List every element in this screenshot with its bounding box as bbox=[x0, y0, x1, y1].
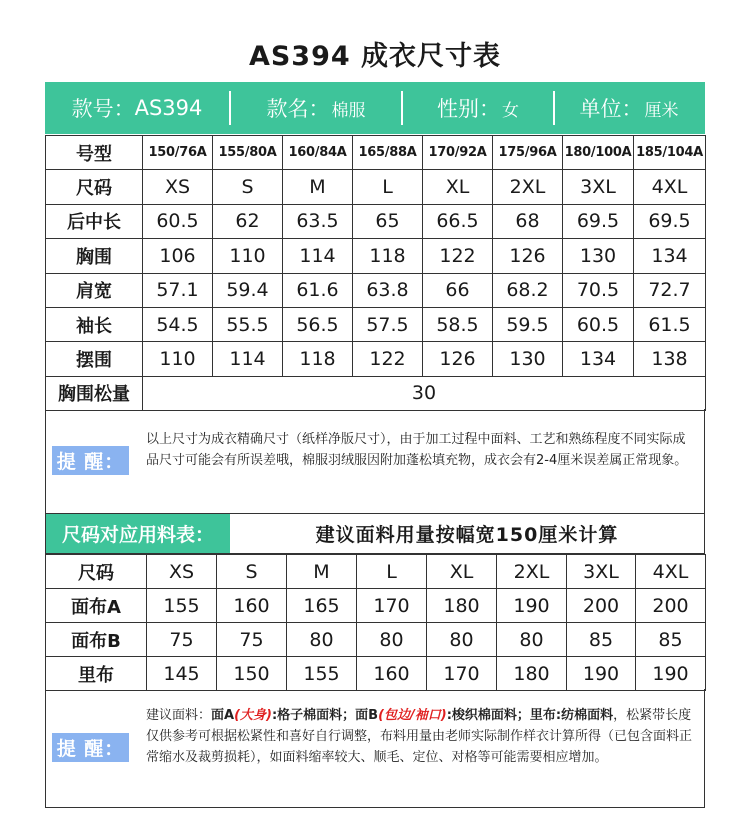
table-cell: 68.2 bbox=[493, 273, 563, 307]
table-row bbox=[46, 170, 706, 204]
unit-value: 厘米 bbox=[644, 100, 679, 121]
table-cell: 126 bbox=[493, 239, 563, 273]
fabric-notice-box bbox=[45, 689, 705, 808]
table-cell: 59.4 bbox=[213, 273, 283, 307]
table-cell: 80 bbox=[287, 623, 357, 657]
table-cell: 57.5 bbox=[353, 307, 423, 341]
table-cell: 150 bbox=[217, 657, 287, 691]
style-name bbox=[231, 82, 401, 134]
fabric-notice-part: :格子棉面料；面B bbox=[271, 708, 379, 723]
row-label: 袖长 bbox=[46, 307, 143, 341]
fabric-notice-part: 建议面料： bbox=[146, 708, 212, 723]
table-cell: M bbox=[283, 170, 353, 204]
table-cell: 2XL bbox=[497, 555, 567, 589]
table-cell: S bbox=[217, 555, 287, 589]
row-label: 摆围 bbox=[46, 342, 143, 376]
table-cell: 56.5 bbox=[283, 307, 353, 341]
table-cell: 54.5 bbox=[143, 307, 213, 341]
table-cell: 170 bbox=[427, 657, 497, 691]
table-row bbox=[46, 204, 706, 238]
table-cell: 190 bbox=[567, 657, 636, 691]
table-cell: 57.1 bbox=[143, 273, 213, 307]
notice-box bbox=[45, 409, 705, 514]
table-cell: 165/88A bbox=[353, 136, 423, 170]
table-cell: 60.5 bbox=[143, 204, 213, 238]
table-cell: 62 bbox=[213, 204, 283, 238]
table-cell: 126 bbox=[423, 342, 493, 376]
table-row bbox=[46, 239, 706, 273]
row-label: 尺码 bbox=[46, 555, 147, 589]
fabric-notice-part: 面A bbox=[211, 708, 235, 723]
row-label: 面布B bbox=[46, 623, 147, 657]
gender-label: 性别： bbox=[437, 97, 500, 121]
table-cell: 122 bbox=[353, 342, 423, 376]
fabric-notice-emphasis: (大身) bbox=[234, 708, 272, 723]
table-cell: 150/76A bbox=[143, 136, 213, 170]
table-cell: 130 bbox=[563, 239, 634, 273]
table-cell: 80 bbox=[497, 623, 567, 657]
style-no-value: AS394 bbox=[134, 96, 203, 120]
row-label: 尺码 bbox=[46, 170, 143, 204]
gender-value: 女 bbox=[502, 100, 519, 121]
table-cell: 155/80A bbox=[213, 136, 283, 170]
table-cell: 68 bbox=[493, 204, 563, 238]
table-cell: 4XL bbox=[634, 170, 706, 204]
fabric-section-heading: 建议面料用量按幅宽150厘米计算 bbox=[315, 524, 619, 546]
style-no bbox=[45, 82, 229, 134]
table-cell: 63.8 bbox=[353, 273, 423, 307]
table-cell: 61.5 bbox=[634, 307, 706, 341]
table-cell: 155 bbox=[147, 589, 217, 623]
ease-label: 胸围松量 bbox=[46, 376, 143, 410]
table-cell: 114 bbox=[283, 239, 353, 273]
style-name-value: 棉服 bbox=[331, 100, 366, 121]
row-label: 面布A bbox=[46, 589, 147, 623]
row-label: 后中长 bbox=[46, 204, 143, 238]
table-cell: 134 bbox=[563, 342, 634, 376]
table-cell: 170/92A bbox=[423, 136, 493, 170]
table-cell: L bbox=[357, 555, 427, 589]
table-cell: XS bbox=[147, 555, 217, 589]
table-cell: 160/84A bbox=[283, 136, 353, 170]
gender bbox=[403, 82, 553, 134]
table-row bbox=[46, 136, 706, 170]
table-cell: 63.5 bbox=[283, 204, 353, 238]
table-row bbox=[46, 555, 706, 589]
notice-badge: 提 醒： bbox=[52, 446, 129, 475]
table-row bbox=[46, 657, 706, 691]
fabric-notice-badge: 提 醒： bbox=[52, 733, 129, 762]
table-cell: 60.5 bbox=[563, 307, 634, 341]
table-cell: M bbox=[287, 555, 357, 589]
table-row bbox=[46, 342, 706, 376]
table-cell: 165 bbox=[287, 589, 357, 623]
row-label: 号型 bbox=[46, 136, 143, 170]
table-cell: 70.5 bbox=[563, 273, 634, 307]
table-cell: 200 bbox=[567, 589, 636, 623]
table-cell: 185/104A bbox=[634, 136, 706, 170]
table-cell: 122 bbox=[423, 239, 493, 273]
table-cell: 85 bbox=[567, 623, 636, 657]
fabric-notice-part: ，松紧带长度仅供参考可根据松紧性和喜好自行调整，布料用量由老师实际制作样衣计算所得（已包含面料正常缩水及裁剪损耗），如面料缩率较大、顺毛、定位、对格等可能需要相应增加。 bbox=[146, 708, 693, 765]
row-label: 里布 bbox=[46, 657, 147, 691]
table-cell: 145 bbox=[147, 657, 217, 691]
table-cell: XS bbox=[143, 170, 213, 204]
fabric-notice-text bbox=[146, 705, 696, 768]
table-cell: 118 bbox=[283, 342, 353, 376]
table-cell: 72.7 bbox=[634, 273, 706, 307]
table-cell: 160 bbox=[357, 657, 427, 691]
table-cell: 66.5 bbox=[423, 204, 493, 238]
table-cell: 134 bbox=[634, 239, 706, 273]
table-cell: 106 bbox=[143, 239, 213, 273]
table-cell: 170 bbox=[357, 589, 427, 623]
table-cell: 69.5 bbox=[563, 204, 634, 238]
fabric-notice-part: :梭织棉面料；里布:纺棉面料 bbox=[446, 708, 614, 723]
table-cell: 58.5 bbox=[423, 307, 493, 341]
fabric-section-tag: 尺码对应用料表： bbox=[46, 514, 230, 553]
table-cell: 66 bbox=[423, 273, 493, 307]
table-cell: 61.6 bbox=[283, 273, 353, 307]
fabric-notice-emphasis: (包边/袖口) bbox=[378, 708, 447, 723]
table-cell: 130 bbox=[493, 342, 563, 376]
row-label: 胸围 bbox=[46, 239, 143, 273]
table-cell: 75 bbox=[217, 623, 287, 657]
table-cell: 200 bbox=[636, 589, 706, 623]
table-cell: 160 bbox=[217, 589, 287, 623]
style-no-label: 款号： bbox=[71, 97, 135, 121]
table-row bbox=[46, 273, 706, 307]
table-cell: 155 bbox=[287, 657, 357, 691]
page-title: AS394 成衣尺寸表 bbox=[248, 41, 502, 72]
row-label: 肩宽 bbox=[46, 273, 143, 307]
table-cell: 180 bbox=[497, 657, 567, 691]
notice-text: 以上尺寸为成衣精确尺寸（纸样净版尺寸），由于加工过程中面料、工艺和熟练程度不同实际成品尺寸可能会有所误差哦，棉服羽绒服因附加蓬松填充物，成衣会有2-4厘米误差属正常现象。 bbox=[146, 432, 688, 468]
table-cell: 65 bbox=[353, 204, 423, 238]
table-cell: 114 bbox=[213, 342, 283, 376]
table-cell: S bbox=[213, 170, 283, 204]
style-name-label: 款名： bbox=[266, 97, 330, 121]
table-cell: 138 bbox=[634, 342, 706, 376]
table-cell: 118 bbox=[353, 239, 423, 273]
table-cell: 69.5 bbox=[634, 204, 706, 238]
table-cell: 80 bbox=[427, 623, 497, 657]
table-cell: 180/100A bbox=[563, 136, 634, 170]
table-cell: 85 bbox=[636, 623, 706, 657]
table-row bbox=[46, 623, 706, 657]
table-cell: 180 bbox=[427, 589, 497, 623]
table-cell: 190 bbox=[497, 589, 567, 623]
unit bbox=[555, 82, 703, 134]
table-cell: L bbox=[353, 170, 423, 204]
table-cell: 75 bbox=[147, 623, 217, 657]
table-row bbox=[46, 589, 706, 623]
table-cell: 110 bbox=[213, 239, 283, 273]
table-cell: 190 bbox=[636, 657, 706, 691]
fabric-table bbox=[45, 554, 706, 691]
table-row bbox=[46, 307, 706, 341]
table-cell: 2XL bbox=[493, 170, 563, 204]
table-cell: 80 bbox=[357, 623, 427, 657]
table-cell: 3XL bbox=[567, 555, 636, 589]
ease-value: 30 bbox=[143, 376, 706, 410]
table-cell: 3XL bbox=[563, 170, 634, 204]
table-cell: 59.5 bbox=[493, 307, 563, 341]
table-cell: 55.5 bbox=[213, 307, 283, 341]
table-cell: 110 bbox=[143, 342, 213, 376]
size-table bbox=[45, 135, 706, 411]
table-cell: 4XL bbox=[636, 555, 706, 589]
table-cell: 175/96A bbox=[493, 136, 563, 170]
unit-label: 单位： bbox=[579, 97, 643, 121]
table-cell: XL bbox=[423, 170, 493, 204]
style-info-bar bbox=[45, 82, 705, 134]
table-cell: XL bbox=[427, 555, 497, 589]
fabric-section-header bbox=[45, 514, 705, 554]
